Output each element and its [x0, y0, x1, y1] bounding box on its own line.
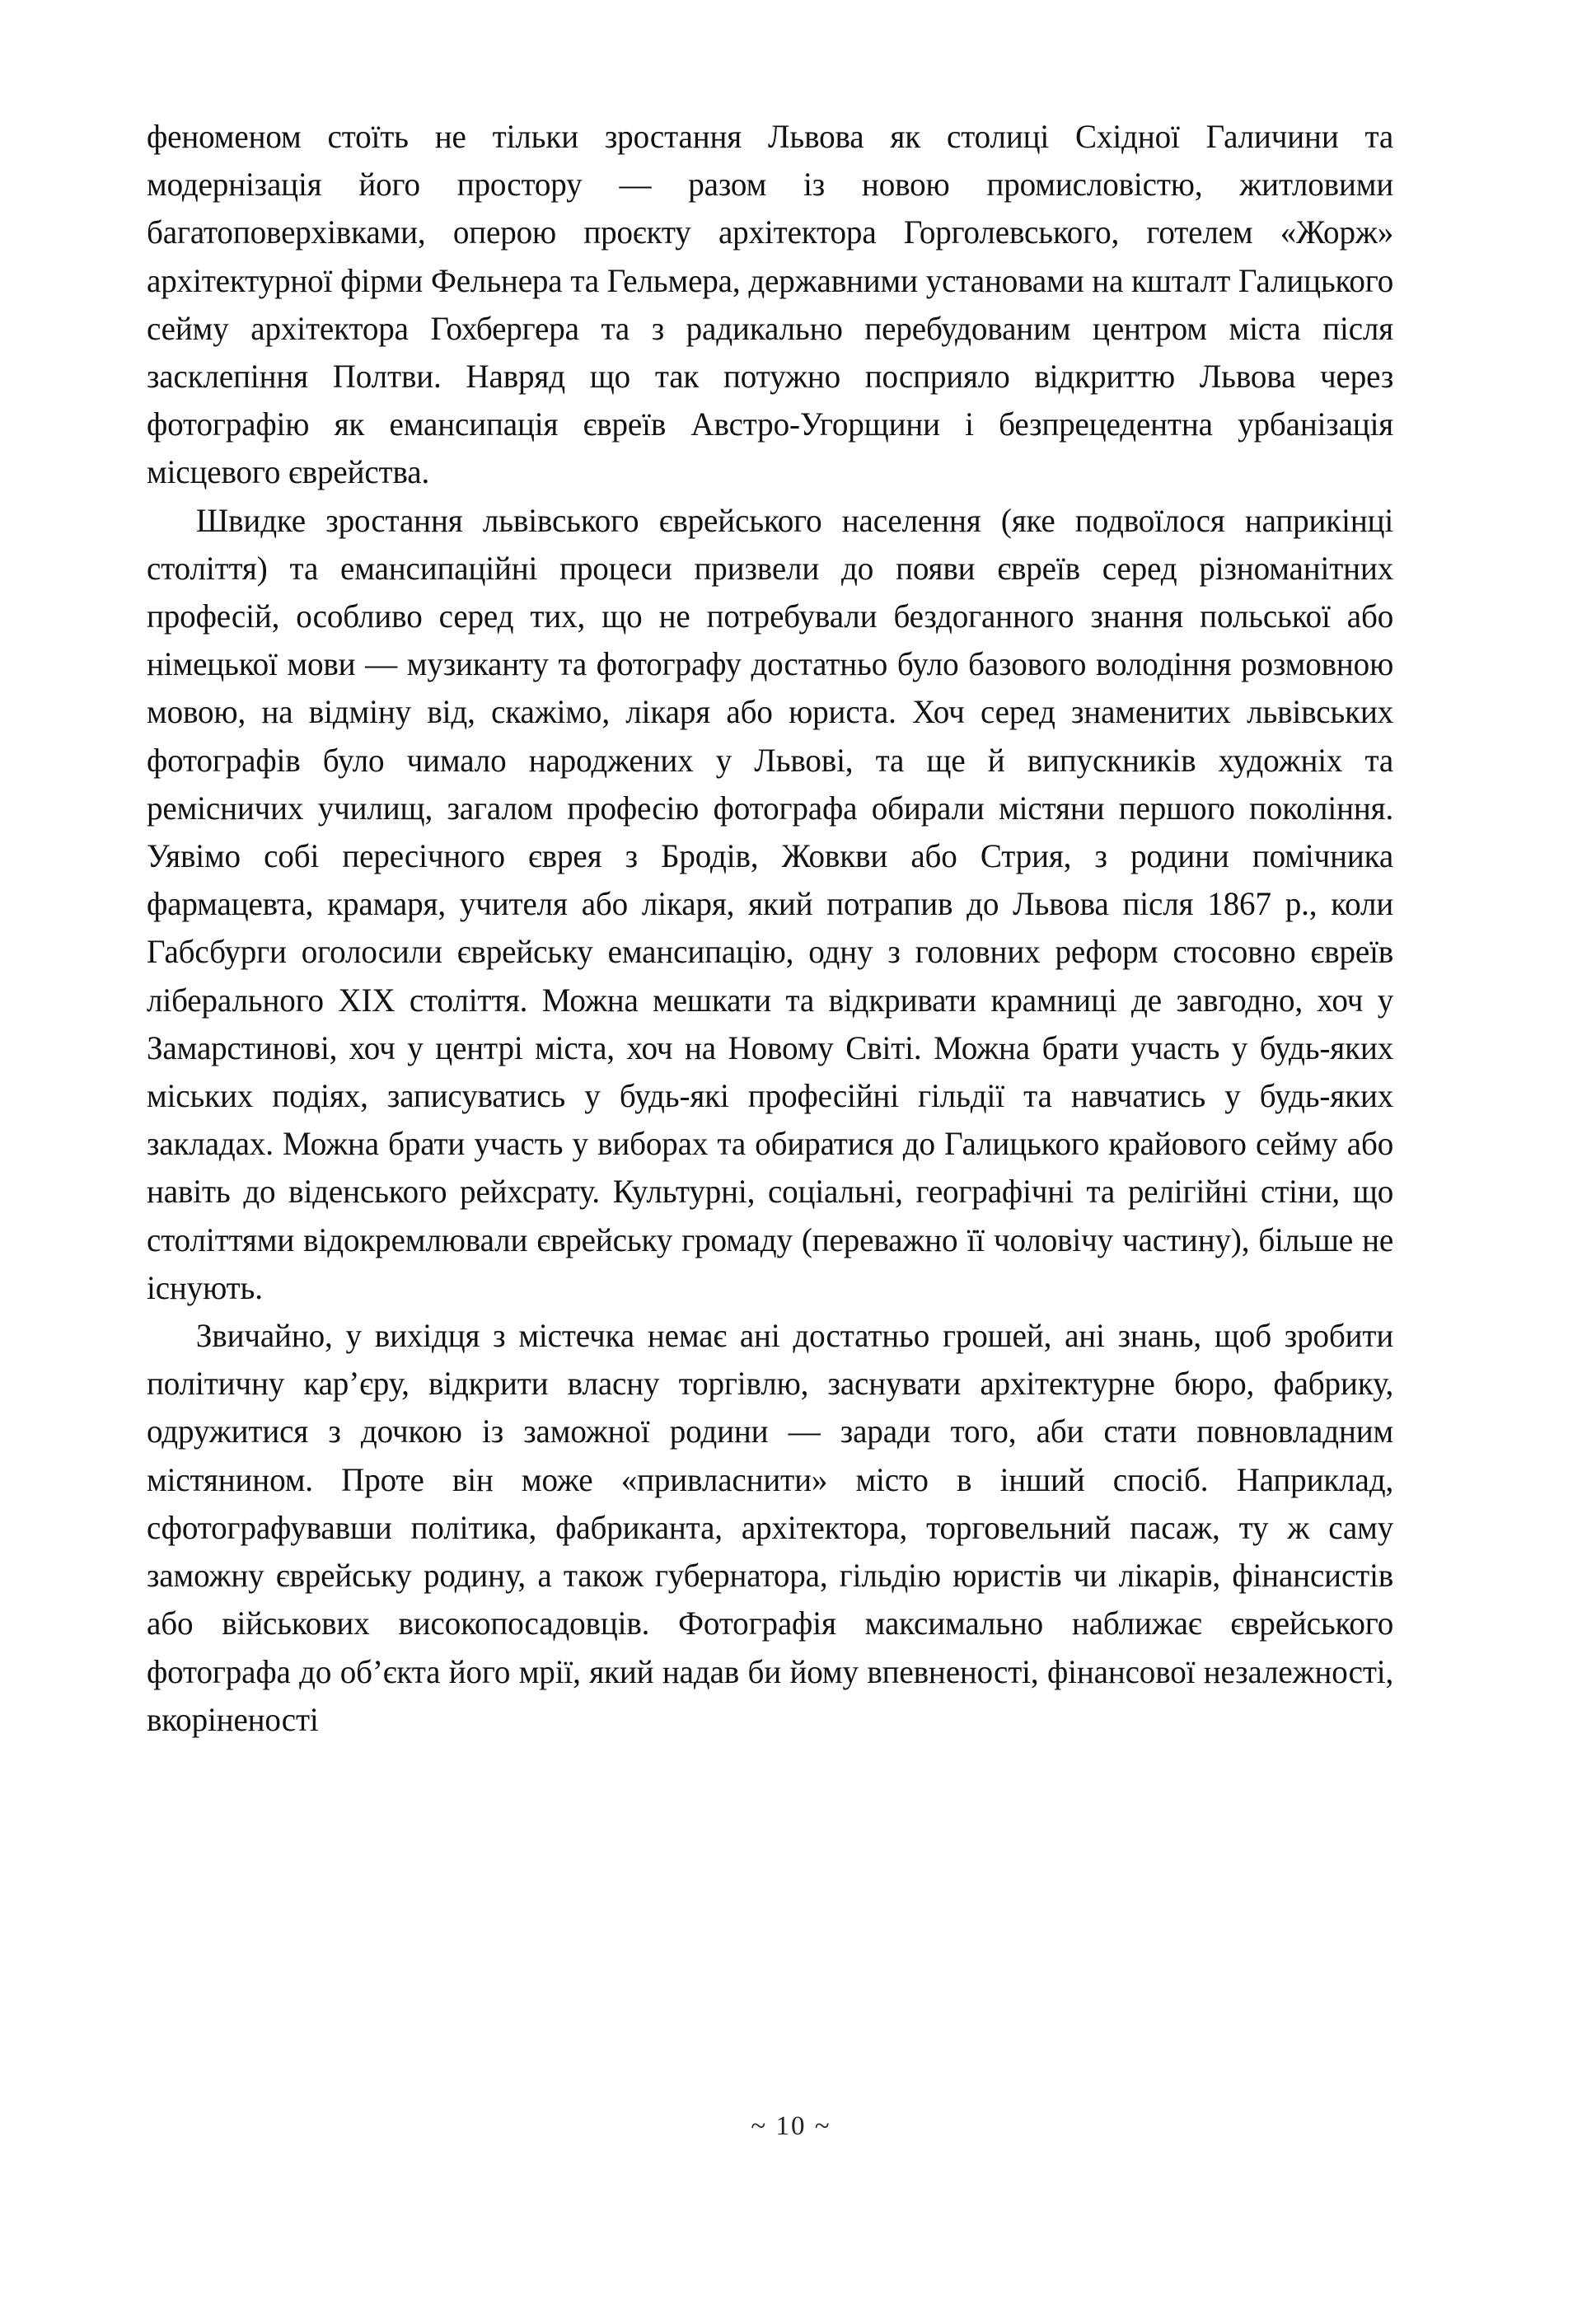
paragraph-continued: феноменом стоїть не тільки зростання Львова як столиці Східної Галичини та модернізація його простору — разом із новою промисловістю, житловими багатоповерхівками, оперою проєкту архітектора Горголевського, готелем «Жорж» архітектурної фірми Фельнера та Гельмера, державними установами на кшталт Галицького сейму архітектора Гохбергера та з радикально перебудованим центром міста після засклепіння Полтви. Навряд що так потужно посприяло відкриттю Львова через фотографію як емансипація євреїв Австро-Угорщини і безпрецедентна урбанізація місцевого єврейства. [147, 118, 1394, 491]
paragraph-two: Швидке зростання львівського єврейського населення (яке подвоїлося наприкінці століття) та емансипаційні процеси призвели до появи євреїв серед різноманітних професій, особливо серед тих, що не потребували бездоганного знання польської або німецької мови — музиканту та фотографу достатньо було базового володіння розмовною мовою, на відміну від, скажімо, лікаря або юриста. Хоч серед знаменитих львівських фотографів було чимало народжених у Львові, та ще й випускників художніх та ремісничих училищ, загалом професію фотографа обирали містяни першого покоління. Уявімо собі пересічного єврея з Бродів, Жовкви або Стрия, з родини помічника фармацевта, крамаря, учителя або лікаря, який потрапив до Львова після 1867 р., коли Габсбурги оголосили єврейську емансипацію, одну з головних реформ стосовно євреїв ліберального XIX століття. Можна мешкати та відкривати крамниці де завгодно, хоч у Замарстинові, хоч у центрі міста, хоч на Новому Світі. Можна брати участь у будь-яких міських подіях, записуватись у будь-які професійні гільдії та навчатись у будь-яких закладах. Можна брати участь у виборах та обиратися до Галицького крайового сейму або навіть до віденського рейхсрату. Культурні, соціальні, географічні та релігійні стіни, що століттями відокремлювали єврейську громаду (переважно її чоловічу частину), більше не існують. [147, 501, 1394, 1306]
paragraph-three: Звичайно, у вихідця з містечка немає ані достатньо грошей, ані знань, щоб зробити політичну кар’єру, відкрити власну торгівлю, заснувати архітектурне бюро, фабрику, одружитися з дочкою із заможної родини — заради того, аби стати повновладним містянином. Проте він може «привласнити» місто в інший спосіб. Наприклад, сфотографувавши політика, фабриканта, архітектора, торговельний пасаж, ту ж саму заможну єврейську родину, а також губернатора, гільдію юристів чи лікарів, фінансистів або військових високопосадовців. Фотографія максимально наближає єврейського фотографа до об’єкта його мрії, який надав би йому впевненості, фінансової незалежності, вкоріненості [147, 1317, 1394, 1738]
page-number: ~ 10 ~ [751, 2111, 831, 2141]
body-text-column [147, 113, 1439, 1744]
